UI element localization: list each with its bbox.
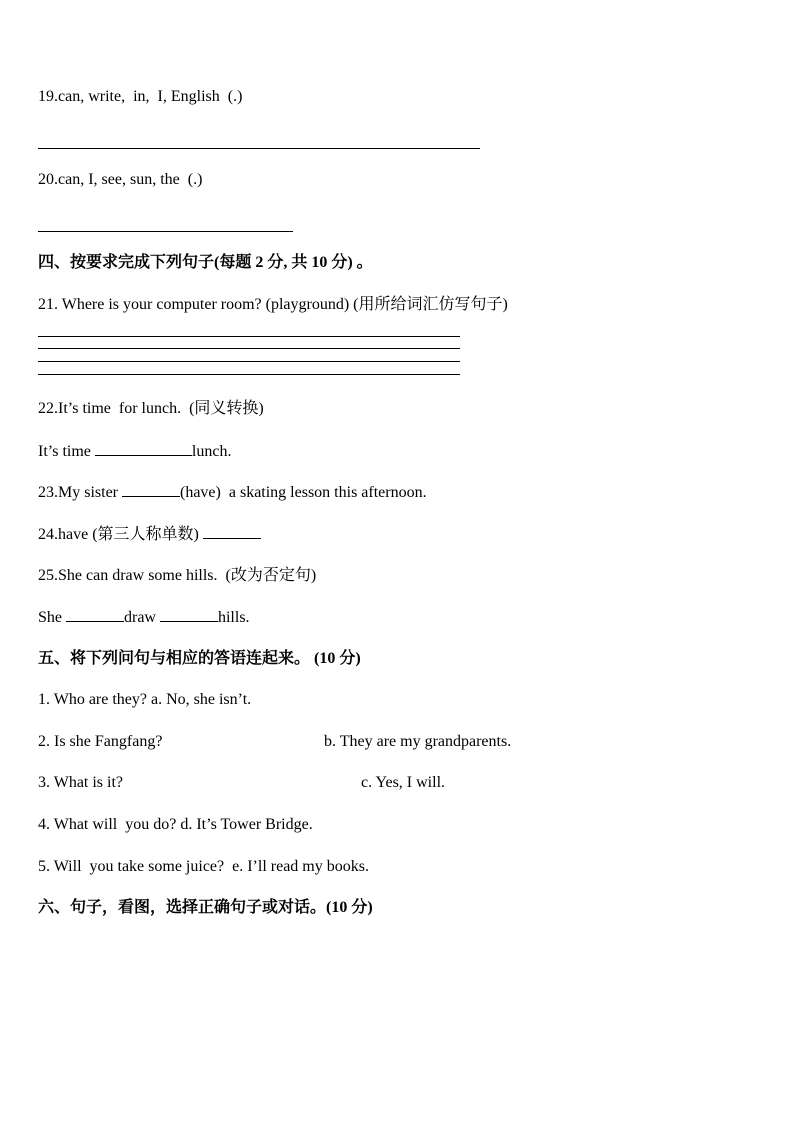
q25-part-1: She: [38, 609, 66, 626]
q23-blank[interactable]: [122, 482, 180, 497]
q22-prefix: It’s time: [38, 443, 95, 460]
question-23: [38, 482, 427, 503]
match-item-1: 1. Who are they? a. No, she isn’t.: [38, 691, 252, 708]
match-item-2: 2. Is she Fangfang?: [38, 733, 163, 750]
q25-part-3: hills.: [217, 609, 250, 626]
answer-line-19[interactable]: [38, 148, 480, 149]
answer-line-21d[interactable]: [38, 374, 460, 375]
question-25-answer: [38, 607, 250, 628]
question-22-answer: [38, 441, 231, 462]
answer-line-20[interactable]: [38, 231, 293, 232]
answer-line-21b[interactable]: [38, 348, 460, 349]
section-5-heading: 五、将下列问句与相应的答语连起来。 (10 分): [38, 650, 361, 667]
q25-part-2: draw: [124, 609, 160, 626]
section-4-heading: 四、按要求完成下列句子(每题 2 分, 共 10 分) 。: [38, 254, 373, 271]
q24-blank[interactable]: [203, 524, 261, 539]
q22-blank[interactable]: [95, 441, 192, 456]
q23-prefix: 23.My sister: [38, 484, 122, 501]
section-6-heading: 六、句子，看图，选择正确句子或对话。(10 分): [38, 899, 373, 916]
match-item-5: 5. Will you take some juice? e. I’ll read my books.: [38, 858, 369, 875]
question-21: 21. Where is your computer room? (playground) (用所给词汇仿写句子): [38, 296, 508, 313]
match-item-3: 3. What is it?: [38, 774, 124, 791]
match-answer-b: b. They are my grandparents.: [324, 733, 512, 750]
question-19: 19.can, write, in, I, English (.): [38, 88, 243, 105]
question-25: 25.She can draw some hills. (改为否定句): [38, 567, 317, 584]
answer-line-21a[interactable]: [38, 336, 460, 337]
q22-suffix: lunch.: [191, 443, 232, 460]
question-24: [38, 524, 261, 545]
q23-suffix: (have) a skating lesson this afternoon.: [180, 484, 427, 501]
answer-line-21c[interactable]: [38, 361, 460, 362]
q24-text: 24.have (第三人称单数): [38, 526, 203, 543]
match-item-4: 4. What will you do? d. It’s Tower Bridge.: [38, 816, 313, 833]
q25-blank-1[interactable]: [66, 607, 124, 622]
question-20: 20.can, I, see, sun, the (.): [38, 171, 203, 188]
q25-blank-2[interactable]: [160, 607, 218, 622]
question-22: 22.It’s time for lunch. (同义转换): [38, 400, 264, 417]
match-answer-c: c. Yes, I will.: [361, 774, 446, 791]
